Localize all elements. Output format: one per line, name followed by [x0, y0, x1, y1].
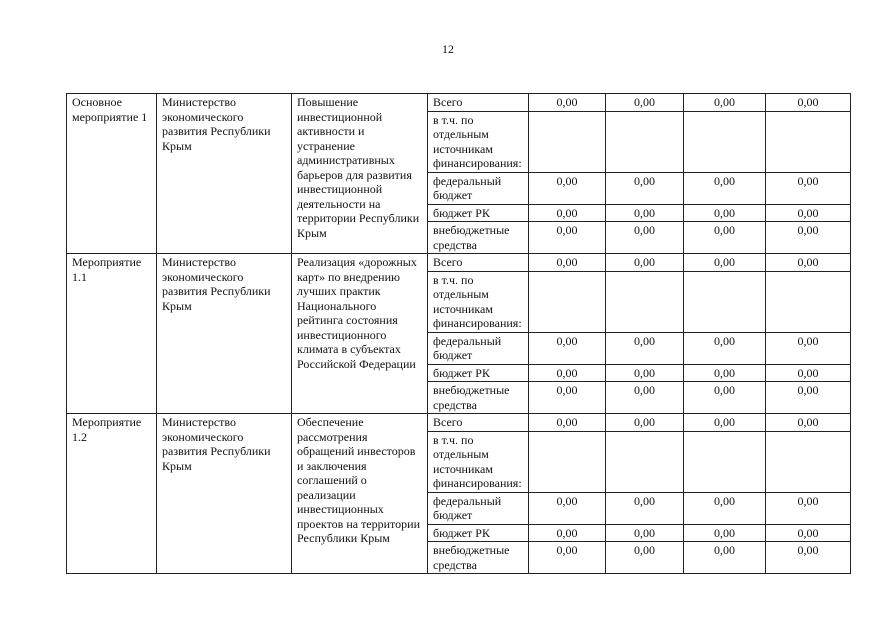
- amount-cell: 0,00: [766, 364, 851, 382]
- amount-cell: 0,00: [684, 332, 766, 364]
- funding-source-label: Всего: [428, 414, 529, 432]
- funding-source-label: Всего: [428, 94, 529, 112]
- amount-cell: 0,00: [684, 414, 766, 432]
- amount-cell: 0,00: [684, 254, 766, 272]
- event-cell: Мероприятие 1.2: [67, 414, 157, 574]
- amount-cell: 0,00: [529, 254, 606, 272]
- funding-source-label: бюджет РК: [428, 204, 529, 222]
- amount-cell: 0,00: [684, 364, 766, 382]
- amount-cell: 0,00: [529, 542, 606, 574]
- amount-cell: [606, 431, 684, 492]
- amount-cell: 0,00: [684, 524, 766, 542]
- funding-source-label: бюджет РК: [428, 364, 529, 382]
- amount-cell: 0,00: [529, 94, 606, 112]
- amount-cell: 0,00: [684, 94, 766, 112]
- amount-cell: 0,00: [529, 364, 606, 382]
- amount-cell: 0,00: [766, 172, 851, 204]
- amount-cell: [529, 431, 606, 492]
- amount-cell: 0,00: [606, 382, 684, 414]
- budget-table: [66, 93, 851, 574]
- amount-cell: 0,00: [606, 524, 684, 542]
- amount-cell: 0,00: [606, 364, 684, 382]
- description-cell: Повышение инвестиционной активности и устранение административных барьеров для развития инвестиционной деятельности на территории Республики Крым: [292, 94, 428, 254]
- executor-cell: Министерство экономического развития Республики Крым: [157, 414, 292, 574]
- amount-cell: 0,00: [606, 94, 684, 112]
- executor-cell: Министерство экономического развития Республики Крым: [157, 94, 292, 254]
- funding-source-label: федеральный бюджет: [428, 172, 529, 204]
- funding-source-label: внебюджетные средства: [428, 382, 529, 414]
- description-cell: Обеспечение рассмотрения обращений инвесторов и заключения соглашений о реализации инвестиционных проектов на территории Республики Крым: [292, 414, 428, 574]
- amount-cell: 0,00: [529, 332, 606, 364]
- page-number: 12: [442, 42, 454, 56]
- amount-cell: [606, 271, 684, 332]
- executor-cell: Министерство экономического развития Республики Крым: [157, 254, 292, 414]
- amount-cell: 0,00: [606, 172, 684, 204]
- event-cell: Мероприятие 1.1: [67, 254, 157, 414]
- amount-cell: 0,00: [606, 204, 684, 222]
- amount-cell: 0,00: [529, 222, 606, 254]
- funding-source-label: федеральный бюджет: [428, 492, 529, 524]
- amount-cell: [684, 271, 766, 332]
- amount-cell: 0,00: [684, 172, 766, 204]
- amount-cell: 0,00: [529, 414, 606, 432]
- amount-cell: 0,00: [766, 222, 851, 254]
- description-cell: Реализация «дорожных карт» по внедрению лучших практик Национального рейтинга состояния инвестиционного климата в субъектах Российской Федерации: [292, 254, 428, 414]
- amount-cell: 0,00: [766, 382, 851, 414]
- amount-cell: 0,00: [606, 542, 684, 574]
- amount-cell: 0,00: [684, 492, 766, 524]
- amount-cell: [529, 111, 606, 172]
- amount-cell: 0,00: [766, 254, 851, 272]
- amount-cell: 0,00: [606, 332, 684, 364]
- amount-cell: 0,00: [766, 492, 851, 524]
- event-cell: Основное мероприятие 1: [67, 94, 157, 254]
- amount-cell: [529, 271, 606, 332]
- amount-cell: 0,00: [529, 524, 606, 542]
- amount-cell: 0,00: [684, 222, 766, 254]
- amount-cell: 0,00: [766, 204, 851, 222]
- funding-source-label: Всего: [428, 254, 529, 272]
- funding-source-label: федеральный бюджет: [428, 332, 529, 364]
- amount-cell: 0,00: [606, 254, 684, 272]
- amount-cell: 0,00: [684, 382, 766, 414]
- table-row: [67, 414, 851, 432]
- table-row: [67, 254, 851, 272]
- amount-cell: 0,00: [766, 542, 851, 574]
- amount-cell: 0,00: [606, 222, 684, 254]
- amount-cell: 0,00: [529, 382, 606, 414]
- funding-source-label: внебюджетные средства: [428, 542, 529, 574]
- amount-cell: 0,00: [606, 414, 684, 432]
- funding-source-label: бюджет РК: [428, 524, 529, 542]
- funding-source-label: в т.ч. по отдельным источникам финансирования:: [428, 111, 529, 172]
- amount-cell: 0,00: [766, 414, 851, 432]
- amount-cell: 0,00: [606, 492, 684, 524]
- amount-cell: [684, 431, 766, 492]
- amount-cell: 0,00: [529, 492, 606, 524]
- amount-cell: [766, 111, 851, 172]
- budget-table-body: [67, 94, 851, 574]
- amount-cell: 0,00: [766, 332, 851, 364]
- amount-cell: 0,00: [684, 204, 766, 222]
- amount-cell: 0,00: [766, 94, 851, 112]
- table-row: [67, 94, 851, 112]
- funding-source-label: внебюджетные средства: [428, 222, 529, 254]
- amount-cell: [606, 111, 684, 172]
- amount-cell: 0,00: [529, 172, 606, 204]
- amount-cell: 0,00: [684, 542, 766, 574]
- funding-source-label: в т.ч. по отдельным источникам финансирования:: [428, 271, 529, 332]
- amount-cell: [684, 111, 766, 172]
- amount-cell: 0,00: [529, 204, 606, 222]
- amount-cell: [766, 271, 851, 332]
- amount-cell: 0,00: [766, 524, 851, 542]
- funding-source-label: в т.ч. по отдельным источникам финансирования:: [428, 431, 529, 492]
- amount-cell: [766, 431, 851, 492]
